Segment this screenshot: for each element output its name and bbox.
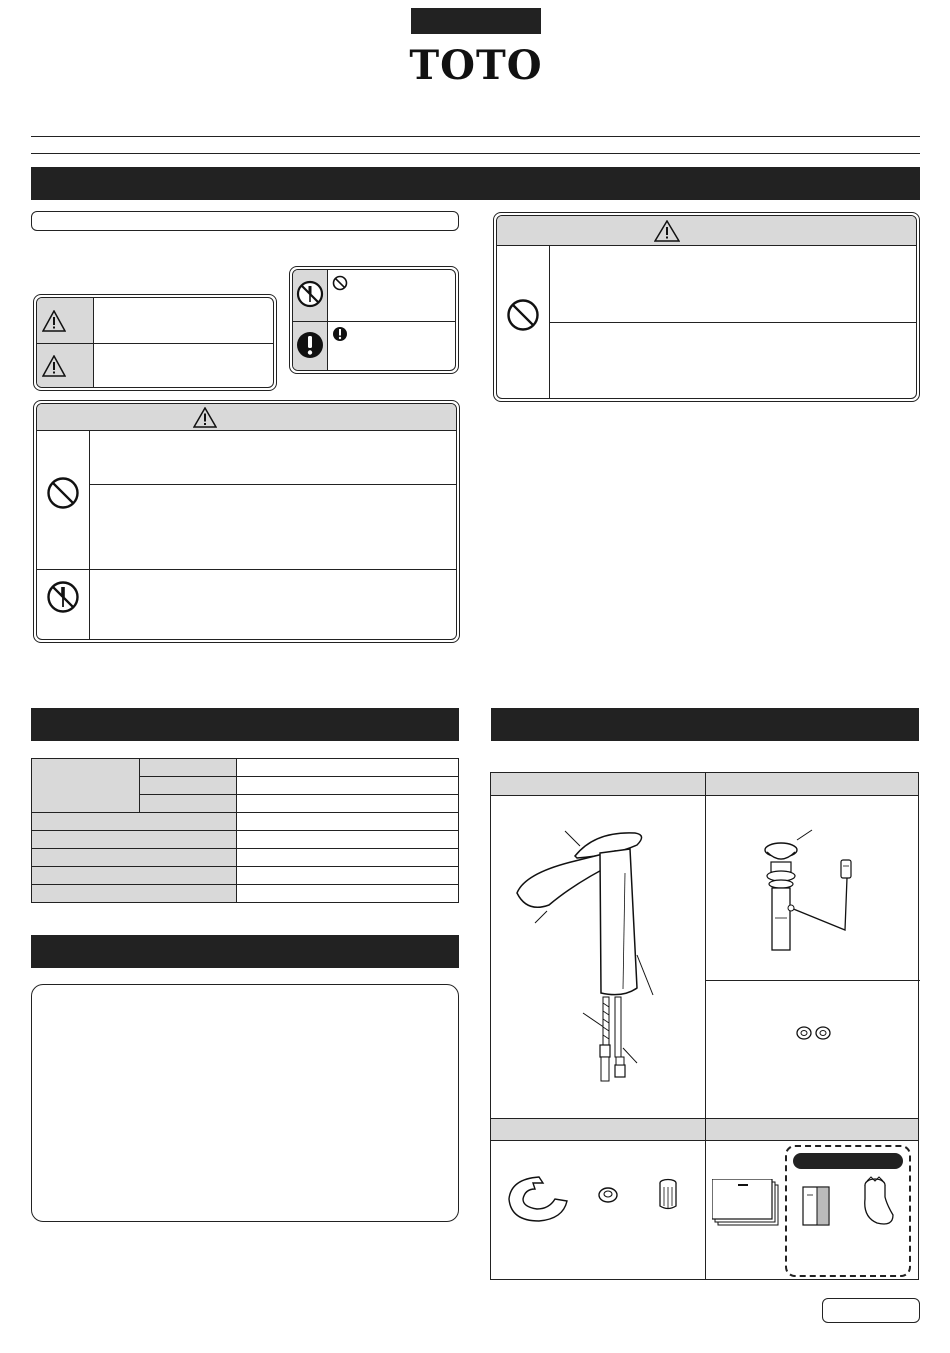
warning-box-header [497,216,916,245]
header-black-bar [411,8,541,34]
safety-note-pill [31,211,459,231]
spec-table [31,758,459,903]
section-bar-safety [31,167,920,200]
symbol-legend [289,266,459,374]
hex-nuts-illustration [795,1025,835,1041]
warning-box-header [37,404,456,430]
table-row [32,867,459,885]
prohibited-icon [506,298,540,332]
included-items-label-pill [793,1153,903,1169]
warning-icon [193,407,217,428]
warning-box-right [493,212,920,402]
booklet-illustration [801,1183,833,1227]
brand-logo: TOTO [409,42,543,89]
table-row [32,849,459,867]
mandatory-exclamation-icon [296,330,324,360]
no-disassembly-icon [296,280,324,308]
no-disassembly-icon [46,580,80,614]
washer-illustration [597,1185,619,1205]
header-rule-top [31,136,920,137]
included-items-dashed-group [785,1145,911,1277]
faucet-illustration [505,813,675,1113]
warning-icon [42,310,66,332]
sleeve-illustration [657,1178,679,1212]
warning-box-left [33,400,460,643]
tool-illustration [857,1175,897,1229]
mandatory-small-icon [332,326,348,342]
header-rule-bottom [31,153,920,154]
table-row [32,885,459,903]
prohibited-small-icon [332,275,348,291]
parts-table [490,772,919,1280]
caution-icon [42,355,66,377]
c-clip-illustration [505,1173,571,1225]
drain-assembly-illustration [737,818,877,968]
page-number-tag [822,1298,920,1323]
table-row [32,831,459,849]
table-row [32,813,459,831]
manual-illustration [712,1179,780,1227]
notes-box [31,984,459,1222]
signal-word-legend [33,294,277,391]
prohibited-icon [46,476,80,510]
section-bar-notes [31,935,459,968]
section-bar-specifications [31,708,459,741]
warning-icon [654,220,680,242]
table-row [32,759,459,777]
section-bar-parts [491,708,919,741]
